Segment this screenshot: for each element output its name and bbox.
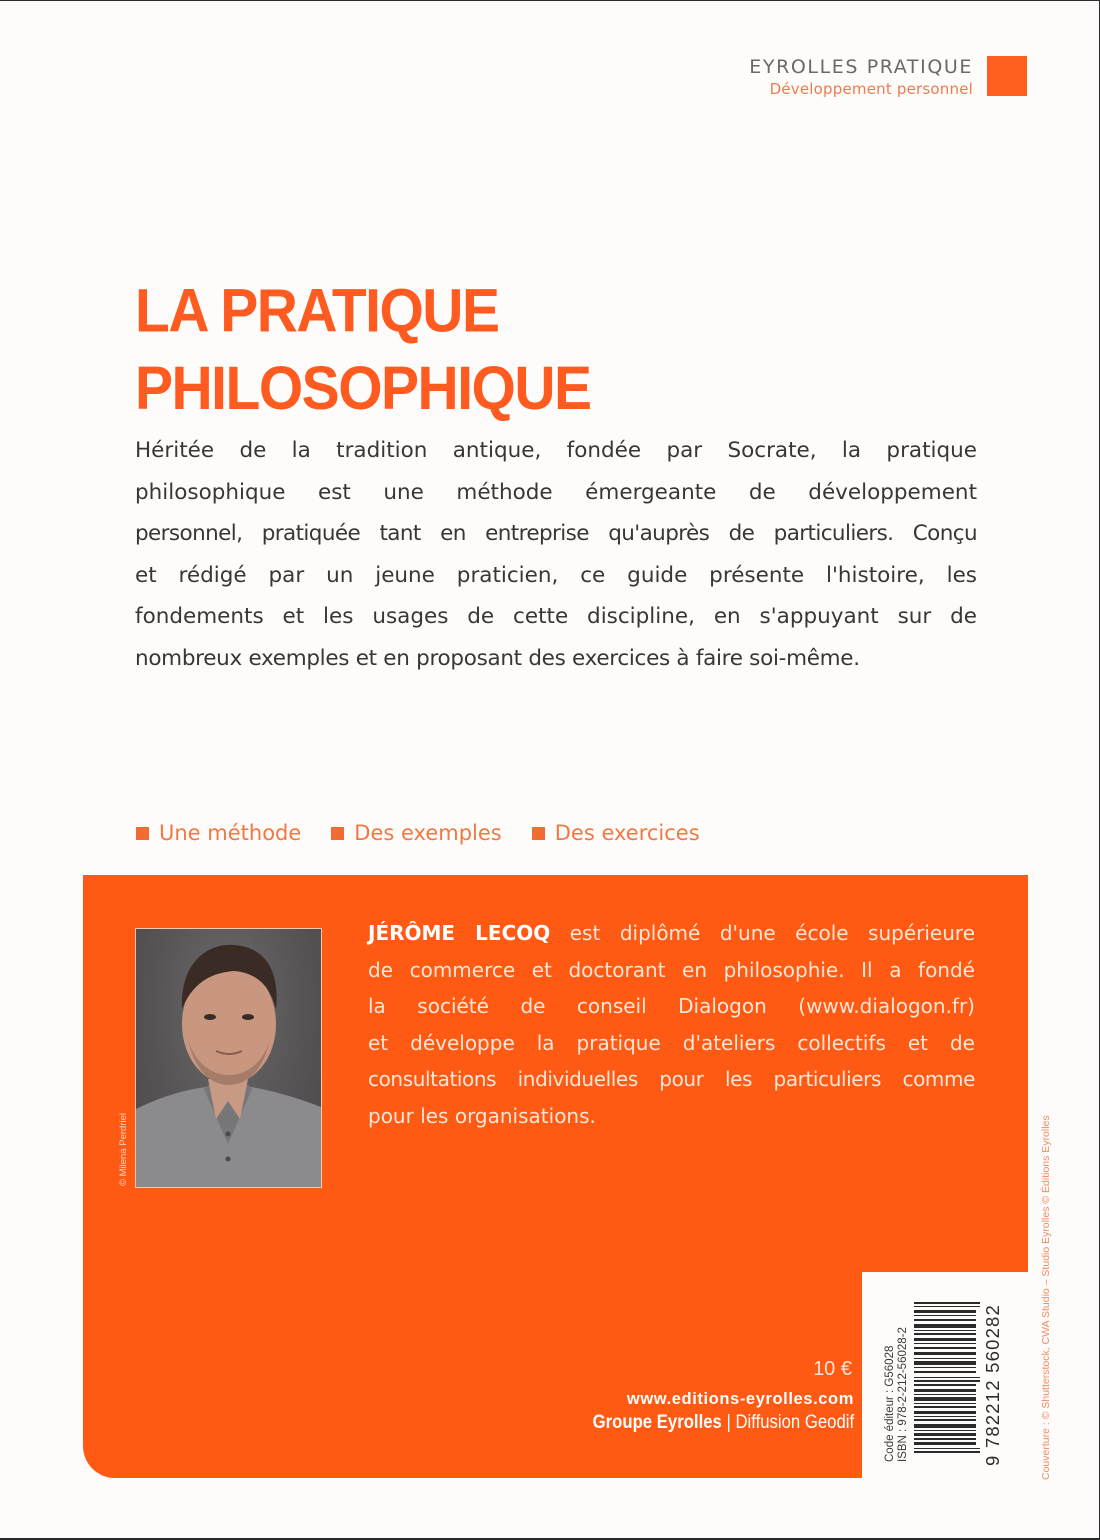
blurb-line: personnel, pratiquée tant en entreprise qu'auprès de particuliers. Conçu bbox=[135, 521, 977, 547]
feature-label: Des exercices bbox=[554, 821, 700, 845]
feature-item bbox=[136, 817, 301, 849]
barcode bbox=[884, 1302, 994, 1464]
series-subtitle: Développement personnel bbox=[769, 80, 973, 98]
cover-credit: Couverture : © Shutterstock, CWA Studio – Studio Eyrolles © Éditions Eyrolles bbox=[1040, 1115, 1052, 1480]
series-label bbox=[749, 55, 973, 99]
code-editeur: Code éditeur : G56028 bbox=[884, 1345, 896, 1462]
book-title bbox=[135, 272, 591, 428]
square-bullet-icon bbox=[136, 827, 149, 840]
separator: | bbox=[726, 1412, 731, 1433]
title-line-2: PHILOSOPHIQUE bbox=[135, 354, 591, 424]
square-bullet-icon bbox=[532, 827, 545, 840]
blurb-line: philosophique est une méthode émergeante de développement bbox=[135, 479, 977, 505]
bio-line: consultations individuelles pour les particuliers comme bbox=[368, 1067, 975, 1092]
price: 10 € bbox=[813, 1358, 852, 1380]
photo-credit: © Milena Perdriel bbox=[118, 1113, 129, 1186]
square-bullet-icon bbox=[331, 827, 344, 840]
author-photo bbox=[135, 928, 322, 1188]
blurb-line: fondements et les usages de cette discipline, en s'appuyant sur de bbox=[135, 604, 977, 630]
author-name: JÉRÔME LECOQ bbox=[368, 921, 551, 945]
publisher-group bbox=[593, 1412, 854, 1434]
feature-item bbox=[532, 817, 700, 849]
bio-line: est diplômé d'une école supérieure bbox=[550, 921, 976, 945]
title-line-1: LA PRATIQUE bbox=[135, 276, 499, 346]
barcode-icon bbox=[884, 1302, 994, 1464]
blurb-line: Héritée de la tradition antique, fondée par Socrate, la pratique bbox=[135, 438, 977, 463]
feature-list bbox=[136, 817, 700, 849]
series-square-icon bbox=[987, 56, 1027, 96]
series-name: EYROLLES PRATIQUE bbox=[749, 56, 973, 78]
feature-label: Des exemples bbox=[354, 821, 502, 845]
bio-line: et développe la pratique d'ateliers collectifs et de bbox=[368, 1030, 975, 1055]
feature-label: Une méthode bbox=[159, 821, 302, 845]
bio-line: pour les organisations. bbox=[368, 1103, 596, 1128]
bio-line: de commerce et doctorant en philosophie. Il a fondé bbox=[368, 957, 975, 982]
diffusion: Diffusion Geodif bbox=[735, 1412, 854, 1433]
isbn: ISBN : 978-2-212-56028-2 bbox=[897, 1327, 909, 1462]
group-name: Groupe Eyrolles bbox=[592, 1412, 722, 1433]
blurb-line: nombreux exemples et en proposant des exercices à faire soi-même. bbox=[135, 645, 860, 671]
author-bio bbox=[368, 915, 975, 1135]
blurb-line: et rédigé par un jeune praticien, ce guide présente l'histoire, les bbox=[135, 562, 977, 588]
author-panel-lower bbox=[83, 1272, 862, 1478]
feature-item bbox=[331, 817, 501, 849]
barcode-digits: 9 782212 560282 bbox=[982, 1303, 1003, 1466]
author-portrait-icon bbox=[136, 929, 321, 1187]
publisher-website-link[interactable]: www.editions-eyrolles.com bbox=[626, 1390, 854, 1408]
book-blurb bbox=[135, 430, 977, 680]
bio-line: la société de conseil Dialogon (www.dialogon.fr) bbox=[368, 994, 975, 1019]
